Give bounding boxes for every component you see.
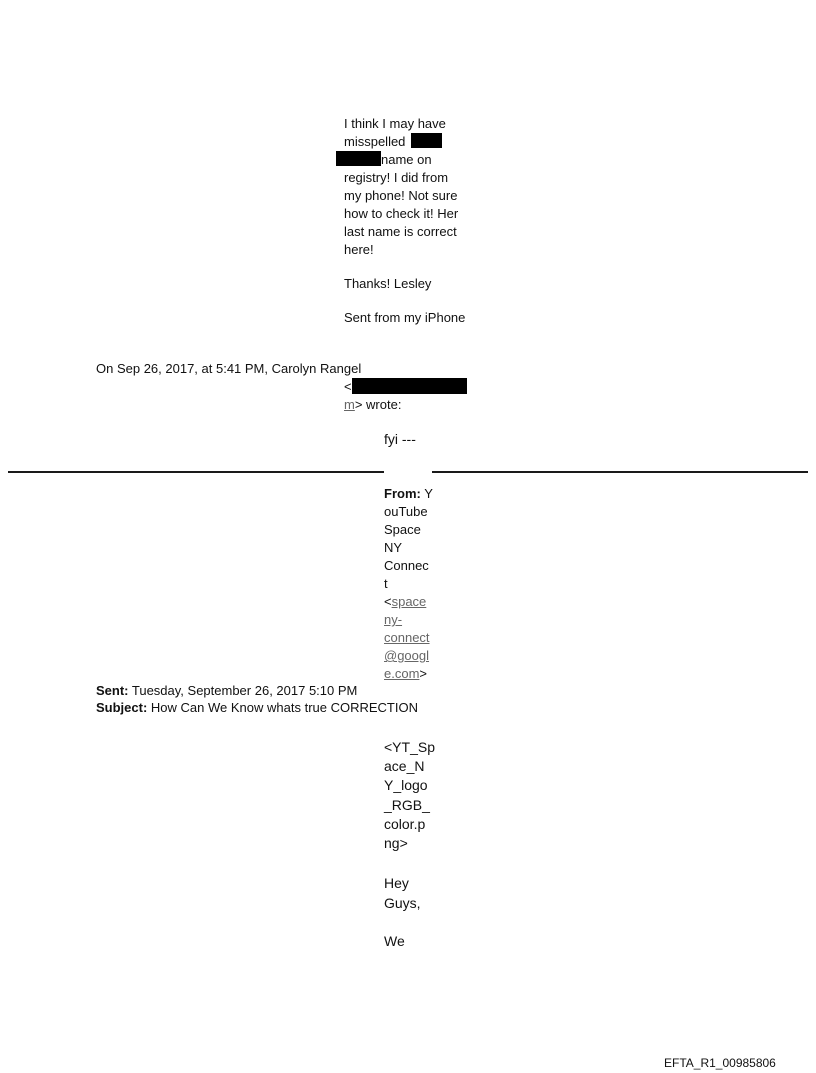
reply-signature: Sent from my iPhone: [344, 310, 466, 325]
quote-attribution: On Sep 26, 2017, at 5:41 PM, Carolyn Rangel: [96, 361, 362, 376]
quote-wrote-line: [344, 396, 401, 414]
logo-line-2: ace_N: [384, 758, 425, 774]
from-email-link[interactable]: @googl: [384, 648, 430, 663]
reply-thanks: Thanks! Lesley: [344, 276, 432, 291]
document-id: EFTA_R1_00985806: [664, 1056, 776, 1070]
quote-email-link[interactable]: m: [344, 397, 355, 412]
reply-line-4: registry! I did from: [344, 170, 449, 185]
sent-line: [96, 682, 357, 700]
greeting-line-1: Hey: [384, 875, 409, 891]
from-email-line-1: [384, 593, 426, 611]
subject-value: How Can We Know whats true CORRECTION: [150, 700, 418, 715]
logo-line-6: ng>: [384, 835, 408, 851]
logo-line-1: <YT_Sp: [384, 739, 435, 755]
email-close: >: [419, 666, 427, 681]
redaction-box: [336, 151, 381, 166]
fyi-text: fyi ---: [384, 431, 416, 447]
body-we: We: [384, 933, 405, 949]
subject-label: Subject:: [96, 700, 148, 715]
reply-line-7: last name is correct: [344, 224, 457, 239]
divider-left: [8, 471, 384, 473]
subject-line: [96, 699, 418, 717]
from-email-link[interactable]: e.com: [384, 666, 420, 681]
from-email-link[interactable]: space: [391, 594, 427, 609]
logo-line-5: color.p: [384, 816, 426, 832]
from-email-link[interactable]: connect: [384, 630, 430, 645]
quote-wrote: > wrote:: [354, 397, 402, 412]
redaction-box: [411, 133, 442, 148]
logo-line-3: Y_logo: [384, 777, 428, 793]
from-line-2: ouTube: [384, 504, 428, 519]
quote-email-open: <: [344, 379, 352, 394]
reply-line-6: how to check it! Her: [344, 206, 459, 221]
reply-line-2: misspelled: [344, 134, 406, 149]
from-line-4: NY: [384, 540, 403, 555]
divider-right: [432, 471, 808, 473]
reply-line-8: here!: [344, 242, 374, 257]
email-open: <: [384, 594, 392, 609]
redaction-box: [352, 378, 467, 394]
sent-label: Sent:: [96, 683, 129, 698]
from-line-5: Connec: [384, 558, 429, 573]
from-email-link[interactable]: ny-: [384, 612, 403, 627]
from-value: Y: [424, 486, 433, 501]
from-email-line-5: [384, 665, 427, 683]
reply-line-3: name on: [381, 152, 432, 167]
from-line-6: t: [384, 576, 388, 591]
reply-line-1: I think I may have: [344, 116, 446, 131]
greeting-line-2: Guys,: [384, 895, 421, 911]
from-label: From:: [384, 486, 421, 501]
reply-line-5: my phone! Not sure: [344, 188, 458, 203]
from-line-3: Space: [384, 522, 421, 537]
sent-value: Tuesday, September 26, 2017 5:10 PM: [131, 683, 358, 698]
logo-line-4: _RGB_: [384, 797, 430, 813]
from-line-1: [384, 485, 433, 503]
